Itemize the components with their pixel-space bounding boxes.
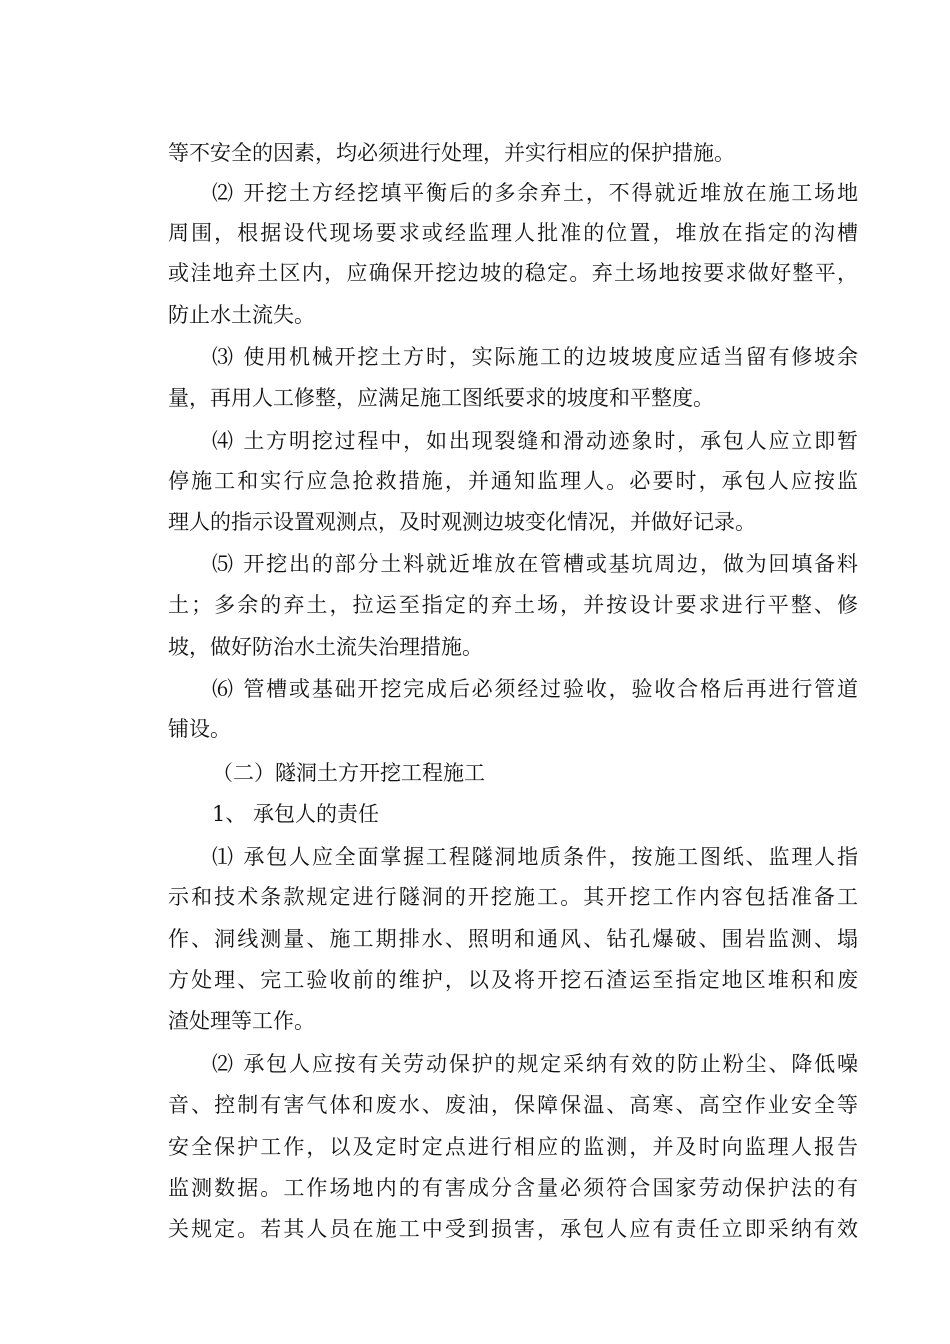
text-line: 渣处理等工作。 <box>168 1009 315 1033</box>
text-line: 理人的指示设置观测点，及时观测边坡变化情况，并做好记录。 <box>168 510 756 534</box>
text-line: ⑶ 使用机械开挖土方时，实际施工的边坡坡度应适当留有修坡余 <box>212 345 858 369</box>
text-line: ⑵ 承包人应按有关劳动保护的规定采纳有效的防止粉尘、降低噪 <box>212 1052 858 1076</box>
text-line: 安全保护工作，以及定时定点进行相应的监测，并及时向监理人报告 <box>168 1135 858 1159</box>
text-line: 停施工和实行应急抢救措施，并通知监理人。必要时，承包人应按监 <box>168 469 858 493</box>
text-line: 量，再用人工修整，应满足施工图纸要求的坡度和平整度。 <box>168 386 714 410</box>
text-line: 或洼地弃土区内，应确保开挖边坡的稳定。弃土场地按要求做好整平， <box>168 261 858 285</box>
text-line: 示和技术条款规定进行隧洞的开挖施工。其开挖工作内容包括准备工 <box>168 885 858 909</box>
text-line: 铺设。 <box>168 717 231 741</box>
text-line: ⑸ 开挖出的部分土料就近堆放在管槽或基坑周边，做为回填备料 <box>212 552 858 576</box>
text-line: 等不安全的因素，均必须进行处理，并实行相应的保护措施。 <box>168 141 735 165</box>
text-line: ⑷ 土方明挖过程中，如出现裂缝和滑动迹象时，承包人应立即暂 <box>212 429 858 453</box>
subsection-heading: 1、 承包人的责任 <box>212 802 380 826</box>
text-line: 周围，根据设代现场要求或经监理人批准的位置，堆放在指定的沟槽 <box>168 221 858 245</box>
text-line: 关规定。若其人员在施工中受到损害，承包人应有责任立即采纳有效 <box>168 1217 858 1241</box>
text-line: 监测数据。工作场地内的有害成分含量必须符合国家劳动保护法的有 <box>168 1176 858 1200</box>
text-line: 方处理、完工验收前的维护，以及将开挖石渣运至指定地区堆积和废 <box>168 968 858 992</box>
text-line: 防止水土流失。 <box>168 303 315 327</box>
text-line: ⑹ 管槽或基础开挖完成后必须经过验收，验收合格后再进行管道 <box>212 677 858 701</box>
text-line: 土；多余的弃土，拉运至指定的弃土场，并按设计要求进行平整、修 <box>168 593 858 617</box>
section-heading: （二）隧洞土方开挖工程施工 <box>212 761 485 785</box>
text-line: ⑴ 承包人应全面掌握工程隧洞地质条件，按施工图纸、监理人指 <box>212 845 858 869</box>
text-line: 坡，做好防治水土流失治理措施。 <box>168 635 483 659</box>
text-line: 作、洞线测量、施工期排水、照明和通风、钻孔爆破、围岩监测、塌 <box>168 927 858 951</box>
text-line: 音、控制有害气体和废水、废油，保障保温、高寒、高空作业安全等 <box>168 1093 858 1117</box>
text-line: ⑵ 开挖土方经挖填平衡后的多余弃土，不得就近堆放在施工场地 <box>212 181 858 205</box>
